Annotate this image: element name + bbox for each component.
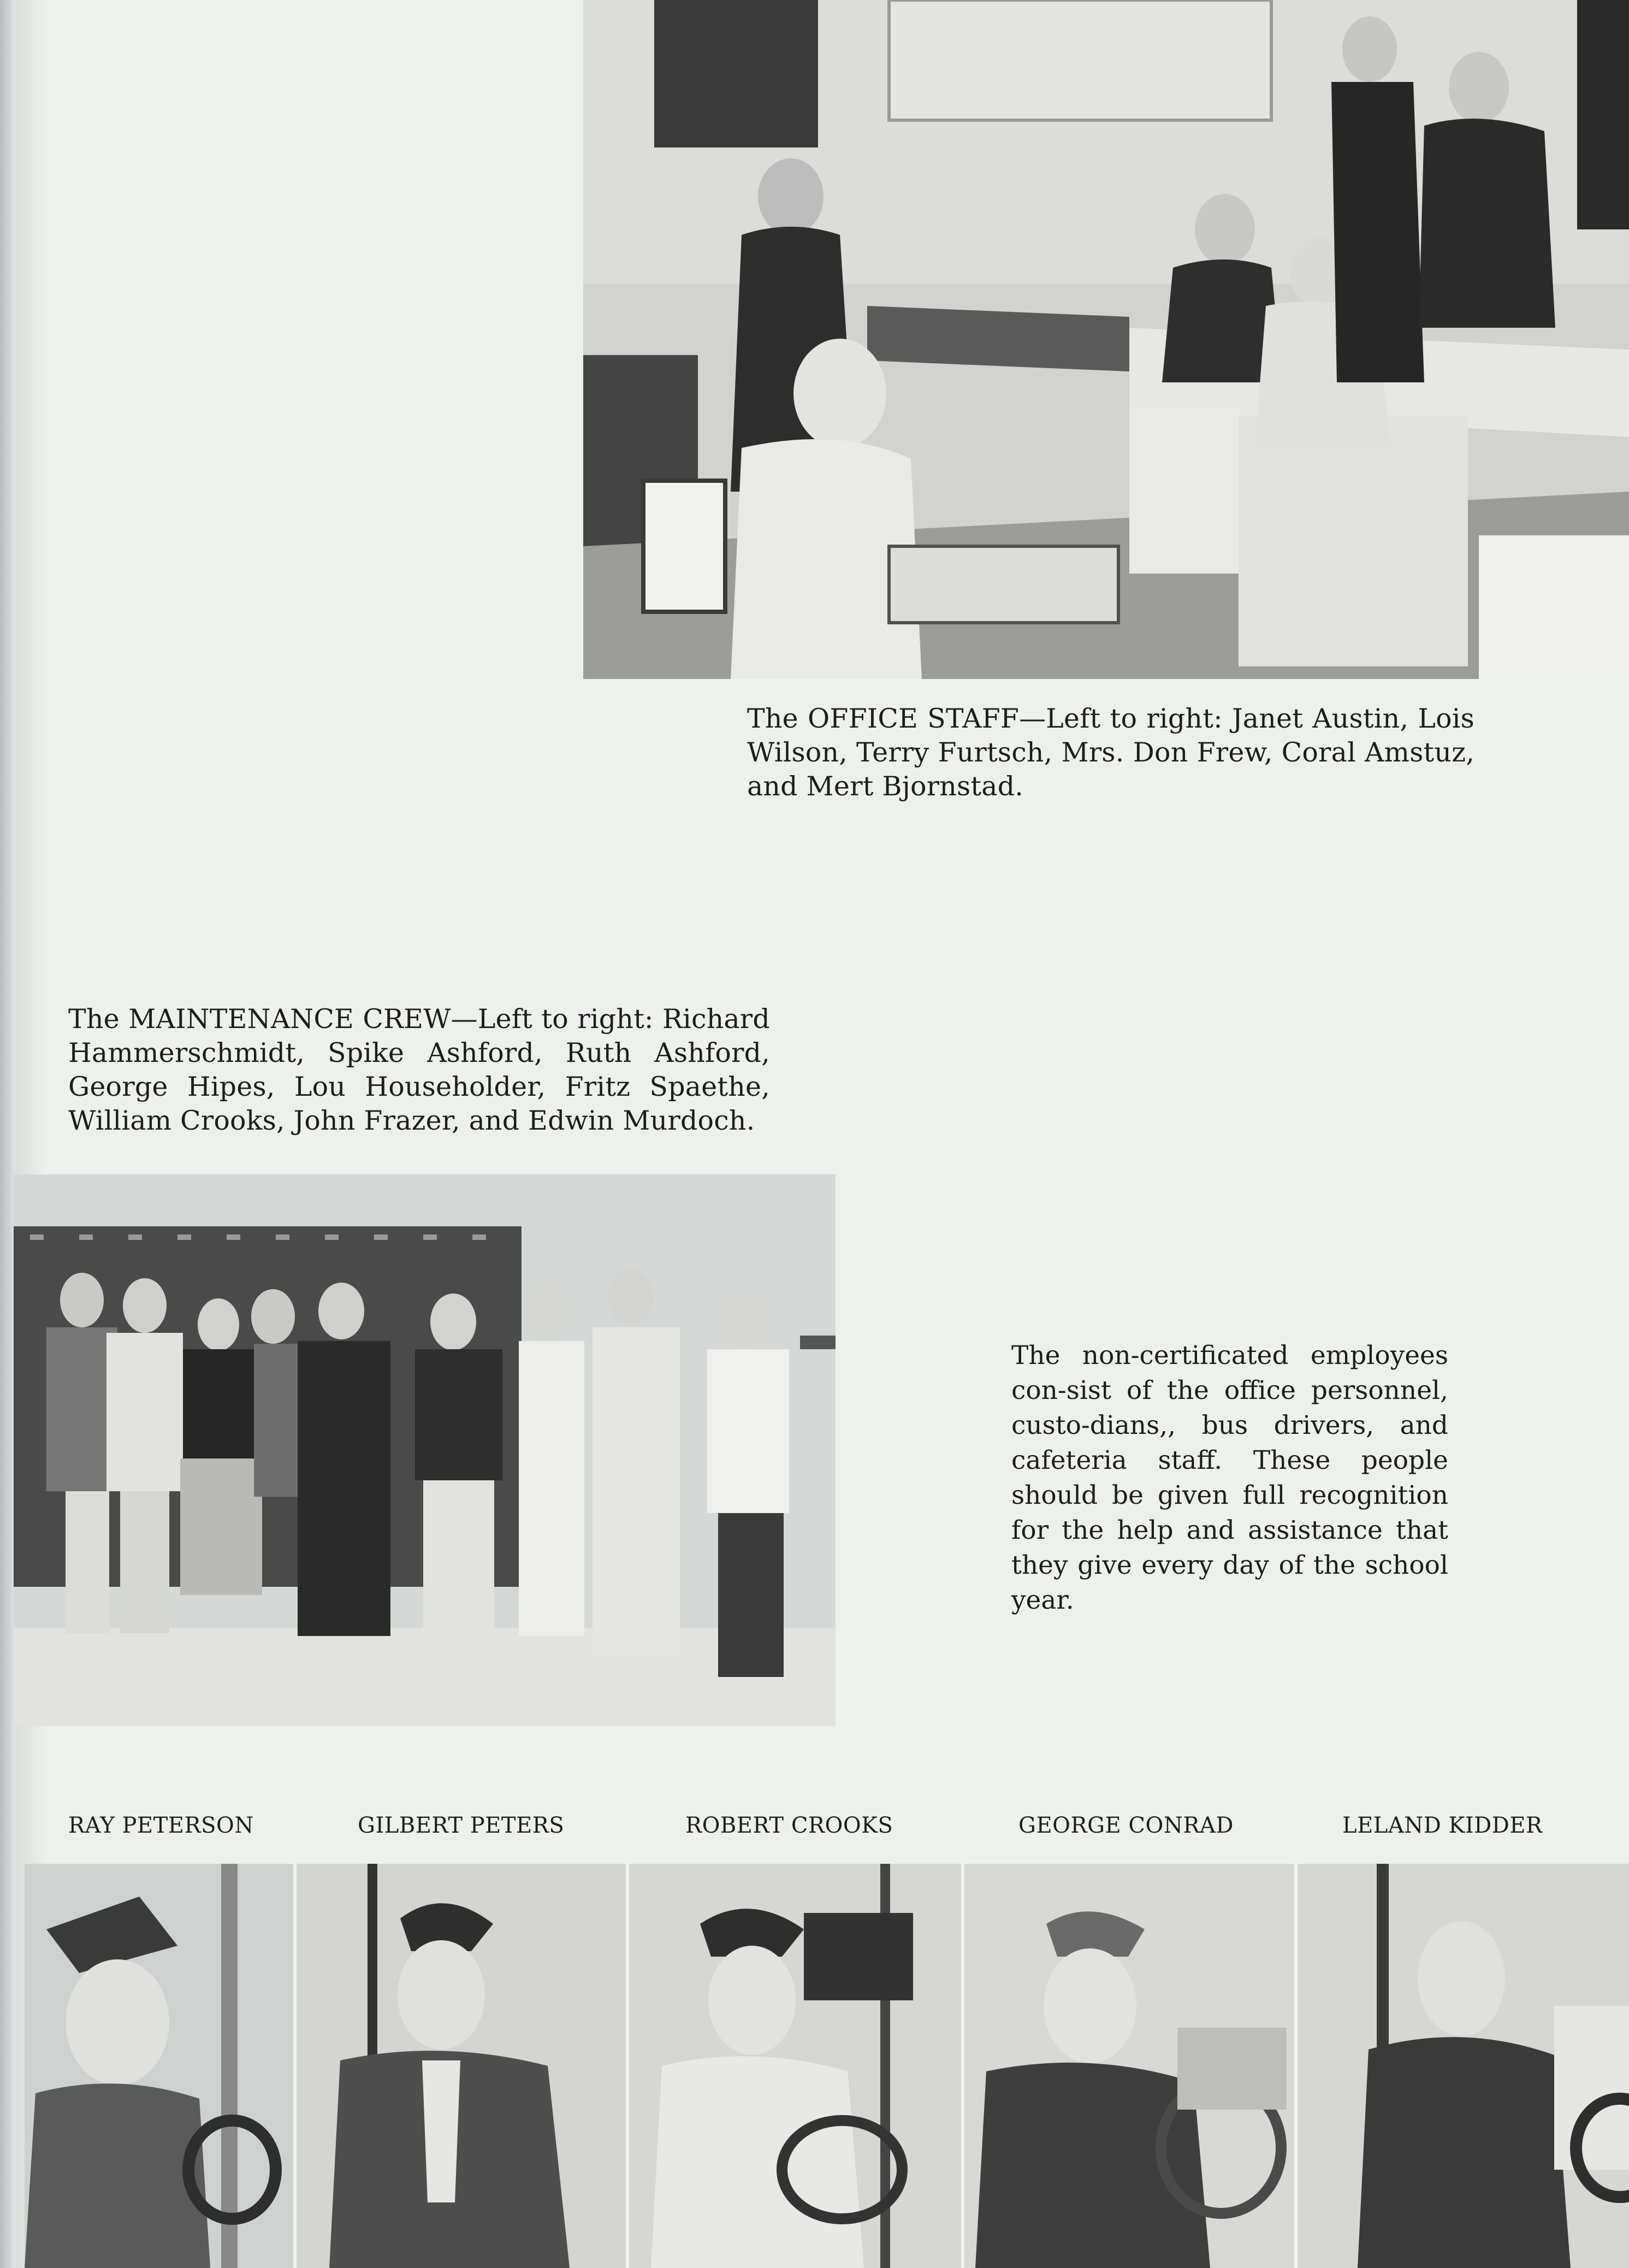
office-staff-caption-title: OFFICE STAFF [808, 703, 1020, 734]
office-staff-caption [747, 702, 1474, 804]
maintenance-crew-caption-title: MAINTENANCE CREW [128, 1003, 451, 1035]
office-staff-photo [583, 0, 1629, 679]
office-staff-photo-image [583, 0, 1629, 679]
bus-driver-portrait-image [25, 1864, 293, 2268]
maintenance-crew-photo-image [14, 1174, 836, 1726]
page-binding-edge [0, 0, 15, 2268]
maintenance-crew-caption-lead: The [68, 1003, 129, 1035]
bus-driver-portrait [25, 1864, 297, 2268]
bus-driver-portrait [629, 1864, 964, 2268]
maintenance-crew-caption-text: —Left to right: Richard Hammerschmidt, Spike Ashford, Ruth Ashford, George Hipes, Lou Householder, Fritz Spaethe, William Crooks, John Frazer, and Edwin Murdoch. [68, 1003, 771, 1136]
bus-driver-portrait-image [1298, 1864, 1629, 2268]
bus-driver-portrait-image [629, 1864, 961, 2268]
maintenance-crew-caption [68, 1002, 770, 1138]
driver-name-label: GILBERT PETERS [358, 1813, 565, 1838]
driver-name-label: LELAND KIDDER [1342, 1813, 1543, 1838]
bus-driver-portrait [1298, 1864, 1629, 2268]
office-staff-caption-lead: The [747, 703, 808, 734]
driver-name-label: GEORGE CONRAD [1018, 1813, 1234, 1838]
driver-name-label: RAY PETERSON [68, 1813, 254, 1838]
maintenance-crew-photo [14, 1174, 836, 1726]
bus-driver-portrait-image [964, 1864, 1294, 2268]
bus-driver-portrait-image [297, 1864, 626, 2268]
bus-driver-portrait [297, 1864, 629, 2268]
non-certificated-employees-paragraph: The non-certificated employees con-sist of the office personnel, custo-dians,, bus drivers, and cafeteria staff. These people should be given full recognition for the help and assistance that they give every day of the school year. [1011, 1340, 1448, 1615]
office-staff-caption-text: —Left to right: Janet Austin, Lois Wilson, Terry Furtsch, Mrs. Don Frew, Coral Amstuz, and Mert Bjornstad. [747, 703, 1475, 802]
bus-driver-portrait [964, 1864, 1298, 2268]
bus-driver-portrait-strip [25, 1864, 1629, 2268]
driver-name-label: ROBERT CROOKS [685, 1813, 893, 1838]
